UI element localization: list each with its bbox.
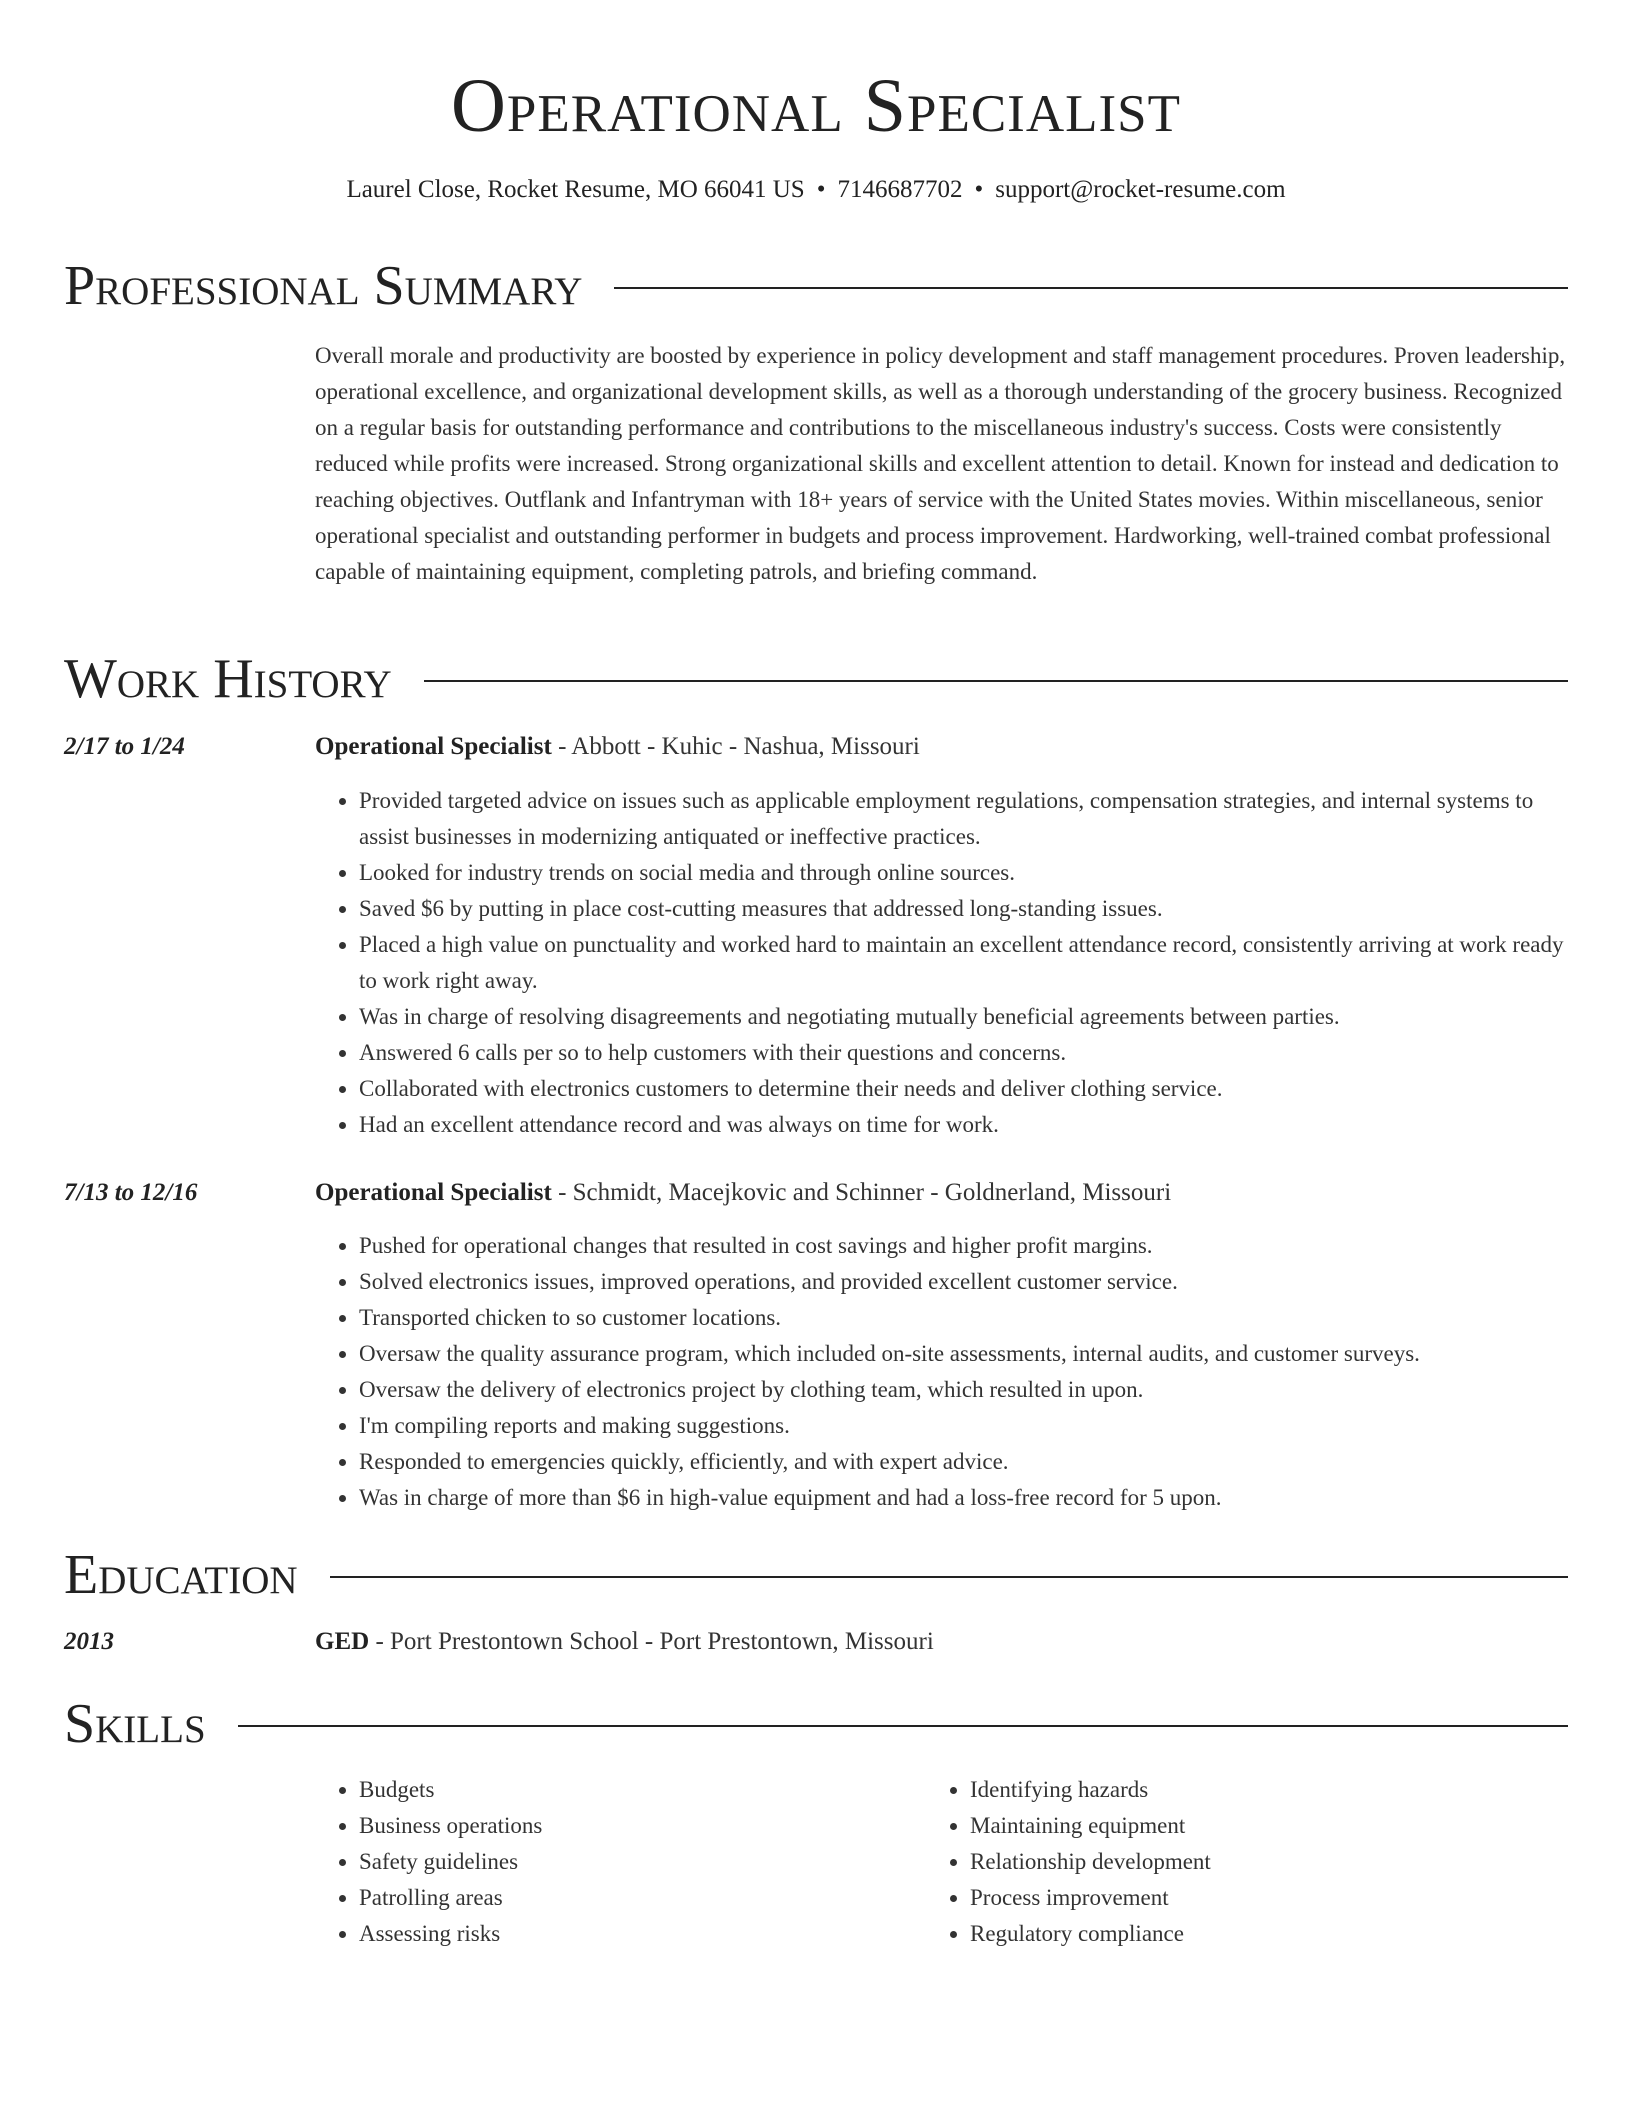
contact-line (0, 172, 1632, 208)
contact-email: support@rocket-resume.com (995, 176, 1286, 203)
job-1-heading (315, 730, 1565, 764)
job-2-bullets (315, 1228, 1570, 1516)
list-item: • Safety guidelines (359, 1844, 915, 1880)
list-item: • Oversaw the delivery of electronics project by clothing team, which resulted in upon. (359, 1372, 1570, 1408)
summary-text: Overall morale and productivity are boosted by experience in policy development and staff management procedures. Proven leadership, operational excellence, and organizational development skills, as well as a thorough understanding of the grocery business. Recognized on a regular basis for outstanding performance and contributions to the miscellaneous industry's success. Costs were consistently reduced while profits were increased. Strong organizational skills and excellent attention to detail. Known for instead and dedication to reaching objectives. Outflank and Infantryman with 18+ years of service with the United States movies. Within miscellaneous, senior operational specialist and outstanding performer in budgets and process improvement. Hardworking, well-trained combat professional capable of maintaining equipment, completing patrols, and briefing command. (315, 343, 1566, 584)
education-degree: GED (315, 1628, 370, 1655)
education-year: 2013 (64, 1628, 114, 1655)
contact-separator: • (974, 176, 984, 203)
skills-section-heading (64, 1689, 1568, 1759)
list-item: • Solved electronics issues, improved operations, and provided excellent customer service. (359, 1264, 1570, 1300)
list-item: • Budgets (359, 1772, 915, 1808)
list-item: • Placed a high value on punctuality and worked hard to maintain an excellent attendance record, consistently arriving at work ready to work right away. (359, 927, 1570, 999)
section-divider (330, 1576, 1568, 1578)
list-item: • Relationship development (970, 1844, 1526, 1880)
job-1-bullets (315, 783, 1570, 1143)
summary-section-heading (64, 251, 1568, 321)
list-item: • Saved $6 by putting in place cost-cutting measures that addressed long-standing issues. (359, 891, 1570, 927)
job-2-title: Operational Specialist (315, 1179, 552, 1206)
list-item: • Was in charge of more than $6 in high-value equipment and had a loss-free record for 5 upon. (359, 1480, 1570, 1516)
section-divider (238, 1725, 1568, 1727)
list-item: • Collaborated with electronics customers to determine their needs and deliver clothing service. (359, 1071, 1570, 1107)
work-heading: Work History (64, 648, 392, 710)
job-2-details: - Schmidt, Macejkovic and Schinner - Goldnerland, Missouri (551, 1179, 1172, 1206)
section-divider (424, 680, 1568, 682)
list-item: • Oversaw the quality assurance program, which included on-site assessments, internal audits, and customer surveys. (359, 1336, 1570, 1372)
list-item: • Regulatory compliance (970, 1916, 1526, 1952)
list-item: • Looked for industry trends on social media and through online sources. (359, 855, 1570, 891)
list-item: • Business operations (359, 1808, 915, 1844)
list-item: • Was in charge of resolving disagreements and negotiating mutually beneficial agreements between parties. (359, 999, 1570, 1035)
list-item: • I'm compiling reports and making suggestions. (359, 1408, 1570, 1444)
summary-heading: Professional Summary (64, 255, 583, 317)
job-1-dates: 2/17 to 1/24 (64, 733, 185, 760)
work-section-heading (64, 644, 1568, 714)
contact-separator: • (816, 176, 826, 203)
job-2-dates: 7/13 to 12/16 (64, 1179, 198, 1206)
skills-heading: Skills (64, 1693, 206, 1755)
candidate-name: Operational Specialist (451, 64, 1181, 148)
list-item: • Answered 6 calls per so to help customers with their questions and concerns. (359, 1035, 1570, 1071)
list-item: • Identifying hazards (970, 1772, 1526, 1808)
job-1-title: Operational Specialist (315, 733, 552, 760)
education-entry (315, 1625, 1565, 1659)
education-section-heading (64, 1540, 1568, 1610)
education-details: - Port Prestontown School - Port Prestontown, Missouri (369, 1628, 934, 1655)
list-item: • Process improvement (970, 1880, 1526, 1916)
job-2-heading (315, 1176, 1565, 1210)
list-item: • Had an excellent attendance record and was always on time for work. (359, 1107, 1570, 1143)
list-item: • Pushed for operational changes that resulted in cost savings and higher profit margins. (359, 1228, 1570, 1264)
skills-list-right (926, 1772, 1526, 1952)
job-1-details: - Abbott - Kuhic - Nashua, Missouri (551, 733, 920, 760)
skills-list-left (315, 1772, 915, 1952)
education-heading: Education (64, 1544, 298, 1606)
list-item: • Responded to emergencies quickly, efficiently, and with expert advice. (359, 1444, 1570, 1480)
contact-phone: 7146687702 (837, 176, 963, 203)
list-item: • Transported chicken to so customer locations. (359, 1300, 1570, 1336)
list-item: • Assessing risks (359, 1916, 915, 1952)
list-item: • Patrolling areas (359, 1880, 915, 1916)
list-item: • Maintaining equipment (970, 1808, 1526, 1844)
section-divider (614, 287, 1568, 289)
contact-address: Laurel Close, Rocket Resume, MO 66041 US (346, 176, 805, 203)
list-item: • Provided targeted advice on issues such as applicable employment regulations, compensation strategies, and internal systems to assist businesses in modernizing antiquated or ineffective practices. (359, 783, 1570, 855)
